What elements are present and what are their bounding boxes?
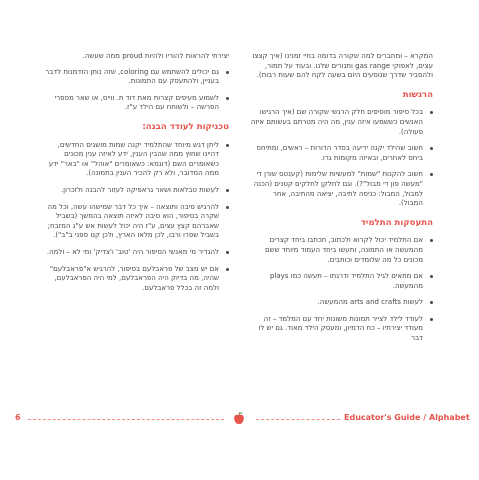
list-item: אם יש מצב של פראבלעם בסיפור, להרגיש א"פראבלעם" שהיה, מה בדיוק היה הפראבלעם, למי היה הפראבלעם, ולמה זה בכלל פראבלעם.	[43, 265, 229, 294]
bullet-icon	[226, 97, 229, 100]
list-item: חשוב שהילד יקנה ידיעה בסדר הדורות – ראשים, ומתיחס ביחס לאחרים, ובאיזה מקומות גרו.	[247, 144, 433, 163]
list-item: לשמוע מעיפים קצרות מאת דוד ת. ווייס, או שאר מספרי הפרשה – ולשוחח עם הילד ע"ז.	[43, 94, 229, 113]
list-item: להרגיש סיבה ותוצאה – איך כל דבר שמישהו עשה, וכל מה שקרה בסיפור, הוא סיבה לאיזה תוצאה בהמשך (בשביל שאברהם קצץ עצים, ע"ז היה יכול לעשות אש ע"ג המזבח; בשביל שפרו ורבו, לכן מלאו הארץ, ולכן קנו ספני ב"ב").	[43, 203, 229, 241]
right-column	[247, 52, 433, 351]
section-heading-feelings: הרגשות	[402, 89, 433, 100]
student-activity-list	[247, 236, 433, 343]
list-item: גם יכולים להשתמש עם coloring, שזה נותן הזדמנות לדבר בעניין, ולהתעסק עם התמונות.	[43, 68, 229, 87]
left-top-list	[43, 68, 229, 113]
list-item: אם התלמיד יכול לקרוא ולכתוב, תכתבו ביחד קצרים מהמעשה או התמונה, ותעשו ביחד העמוד מיוחד ששם מכונים כל מה שלומדים וכותבים.	[247, 236, 433, 265]
list-item: לעודד לילד לצייר תמונות משונות יחד עם המלמד – זה מעודד יצירתיו – כח הדמיון, ומעסק הילד מאוד. גם יש לו דבר	[247, 315, 433, 344]
list-item: אם מתאים לגיל התלמיד ודרגתו – תעשה כמו plays מהמעשה.	[247, 272, 433, 291]
list-item: בכל סיפור מוסיפים חלק הרגשי שקורה שם (איך הרגישו האנשים כששמעו איזה ענין, מה היה מטרתם בעשותם איזה פעולה).	[247, 108, 433, 137]
page-number: 6	[15, 413, 21, 422]
bullet-icon	[226, 251, 229, 254]
section-heading-student-activity: התעסקות התלמיד	[360, 217, 433, 228]
list-item: לעשות טבלאות ושאר גראפיקה לעזור להבנה ולזכרון.	[43, 186, 229, 196]
list-item: ליתן דגש מיוחד שהתלמיד יקנה שמות מושגים החדשים, דהיינו שחוץ ממה שהבין הענין, ידע לאיזה ענין מכונים כשאומרים השם (דוגמא: כשאומרים "אוהל" או "באר" ידע ממה המדובר, ולא רק להכיר הענין בתמונה).	[43, 141, 229, 179]
left-column	[43, 52, 229, 300]
apple-icon	[232, 411, 246, 425]
left-intro-paragraph: יצירתי להראות להוריו ולהיות proud ממה שעשה.	[82, 52, 229, 60]
bullet-icon	[226, 189, 229, 192]
footer-divider-left	[28, 419, 224, 420]
bullet-icon	[430, 275, 433, 278]
bullet-icon	[430, 239, 433, 242]
section-heading-techniques: טכניקות לעודד הבנה:	[142, 121, 229, 132]
footer-divider-right	[256, 419, 340, 420]
bullet-icon	[430, 111, 433, 114]
bullet-icon	[430, 301, 433, 304]
bullet-icon	[430, 147, 433, 150]
techniques-list	[43, 141, 229, 294]
bullet-icon	[430, 173, 433, 176]
footer-title: Educator's Guide / Alphabet	[344, 413, 470, 422]
list-item: חשוב להקנות "שמות" למעשיות שלימות (קענטס שורן די "מעשה פון די מבול"?). וגם לחלקן לחלקים קטנים (הכנה למבול, המבול: כניסה לתיבה, יציאה מהתיבה, אחר המבול).	[247, 170, 433, 208]
feelings-list	[247, 108, 433, 208]
bullet-icon	[226, 206, 229, 209]
bullet-icon	[430, 318, 433, 321]
list-item: להגדיר מי מאנשי הסיפור היה 'טוב' ו'צדיק' ומי לא – ולמה.	[43, 248, 229, 258]
right-intro-paragraph: המקרא – ומחברים למה שקורה בדומה בחיי זמנינו (איך קצצו עצים, לאפוקי gas range ותנורים שלנו. ובעוד על תמור, ולהסביר שדרך שנוסעים היום בשעה לקח להם שעות רבות).	[252, 52, 433, 80]
bullet-icon	[226, 144, 229, 147]
bullet-icon	[226, 268, 229, 271]
list-item: לעשות arts and crafts מהמעשה.	[247, 298, 433, 308]
bullet-icon	[226, 71, 229, 74]
